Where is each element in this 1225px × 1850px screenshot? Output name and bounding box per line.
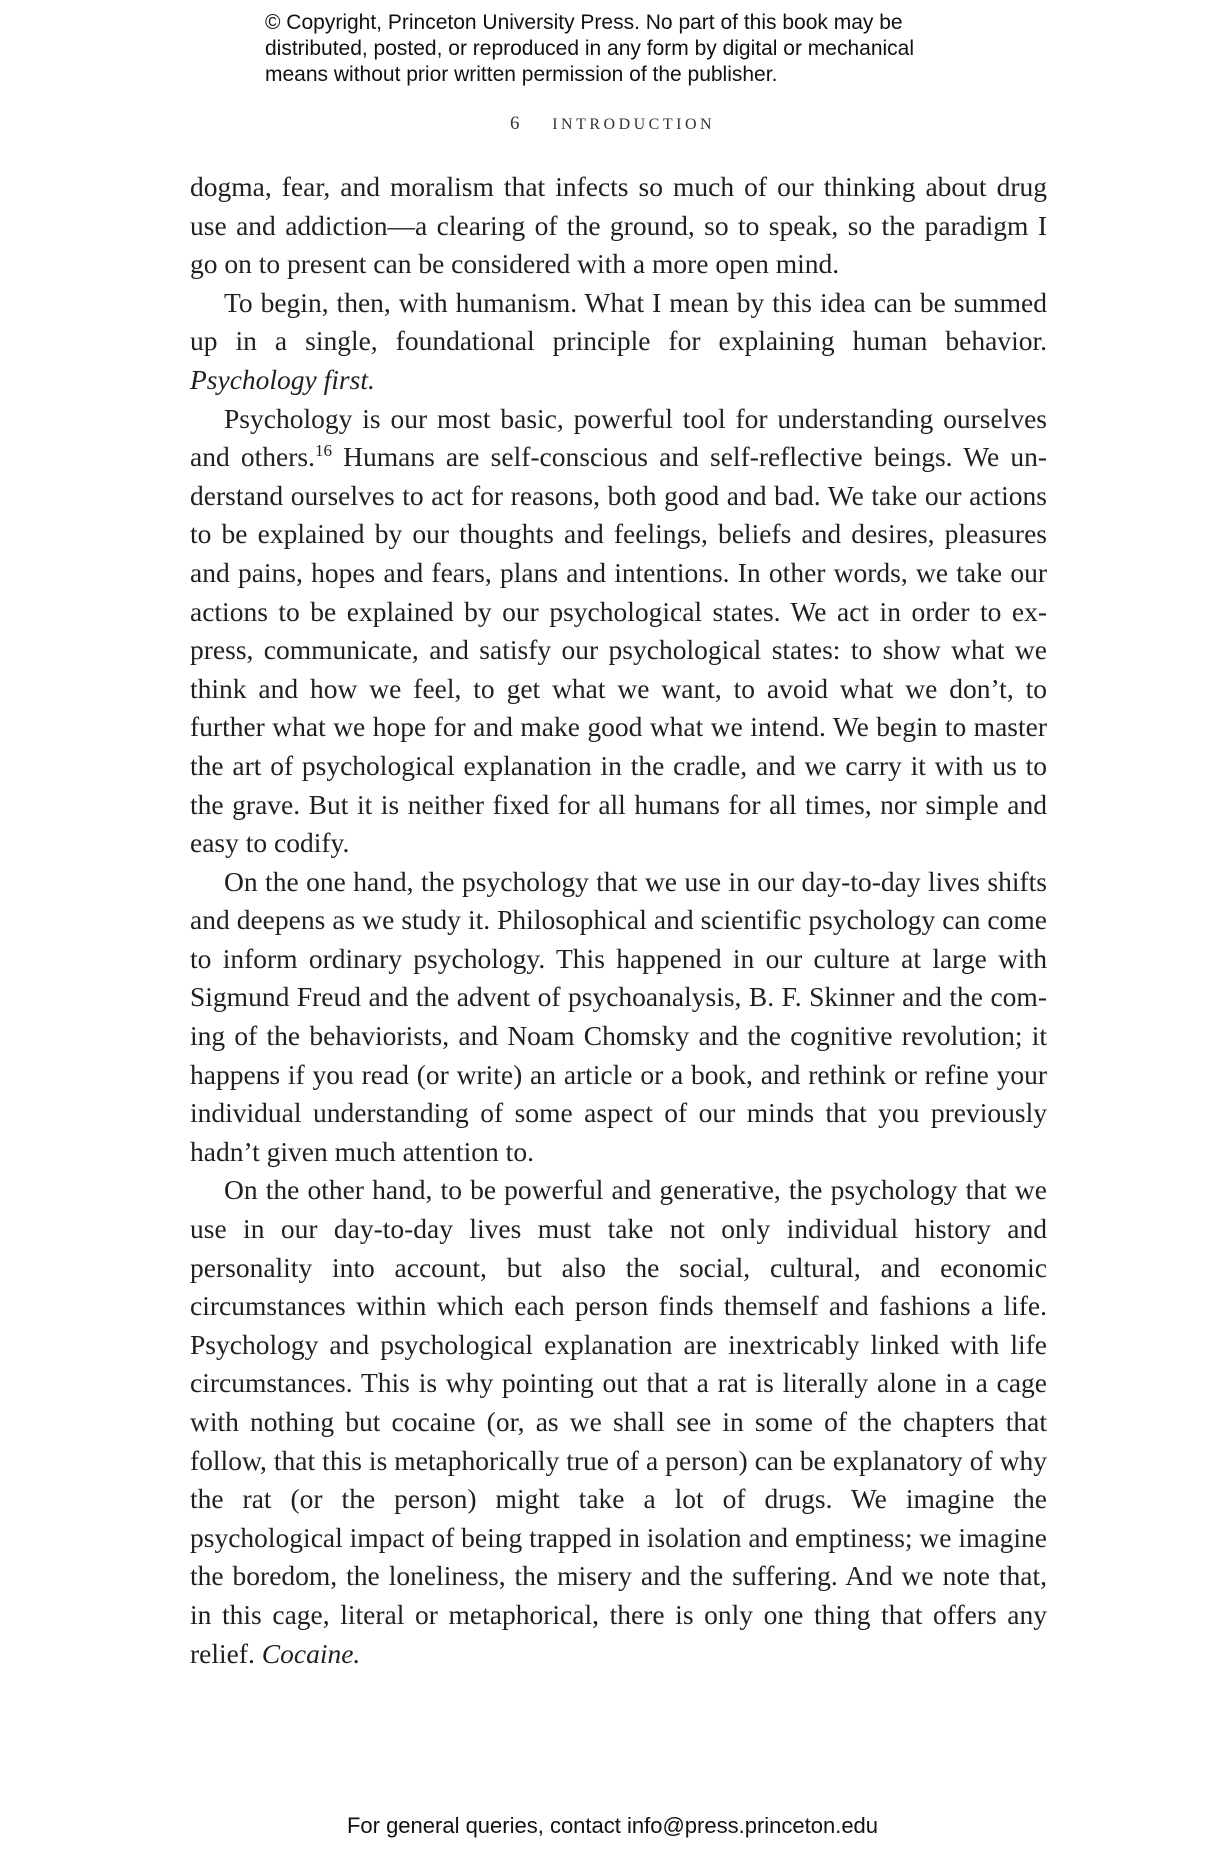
paragraph-2-italic: Psychology first. xyxy=(190,363,375,395)
footnote-ref: 16 xyxy=(314,441,332,461)
body-text xyxy=(190,168,1047,1673)
paragraph-5-italic: Cocaine. xyxy=(261,1637,361,1669)
paragraph-3-start: Psychology is our most basic, powerful tool for understanding ourselves and others. xyxy=(190,402,1047,473)
paragraph-2 xyxy=(190,284,1047,400)
copyright-notice xyxy=(265,10,985,88)
chapter-title: INTRODUCTION xyxy=(552,116,716,133)
running-head xyxy=(0,113,1225,135)
copyright-line-1: © Copyright, Princeton University Press. No part of this book may be xyxy=(265,11,903,34)
paragraph-1: dogma, fear, and moralism that infects so much of our thinking about drug use and addiction—a clearing of the ground, so to speak, so the paradigm I go on to present can be considered with a more open mind. xyxy=(190,171,1047,280)
copyright-line-3: means without prior written permission of the publisher. xyxy=(265,63,778,86)
paragraph-5 xyxy=(190,1171,1047,1673)
page-number: 6 xyxy=(509,113,523,134)
paragraph-4: On the one hand, the psychology that we use in our day-to-day lives shifts and deepens as we study it. Philosophical and scientific psychology can come to inform ordinary psychology. This happened in our culture at large with Sigmund Freud and the advent of psychoanalysis, B. F. Skinner and the coming of the behaviorists, and Noam Chomsky and the cognitive revolution; it happens if you read (or write) an article or a book, and rethink or refine your individual understanding of some aspect of our minds that you previously hadn’t given much attention to. xyxy=(190,865,1047,1167)
paragraph-2-text: To begin, then, with humanism. What I mean by this idea can be summed up in a single, foundational principle for explaining human behavior. xyxy=(190,286,1047,357)
footer-contact: For general queries, contact info@press.princeton.edu xyxy=(346,1813,879,1838)
copyright-line-2: distributed, posted, or reproduced in any form by digital or mechanical xyxy=(265,37,915,60)
paragraph-3-rest: Humans are self-conscious and self-reflective beings. We understand ourselves to act for reasons, both good and bad. We take our actions to be explained by our thoughts and feelings, beliefs and desires, pleasures and pains, hopes and fears, plans and intentions. In other words, we take our actions to be explained by our psychological states. We act in order to express, communicate, and satisfy our psychological states: to show what we think and how we feel, to get what we want, to avoid what we don’t, to further what we hope for and make good what we intend. We begin to master the art of psychological explanation in the cradle, and we carry it with us to the grave. But it is neither fixed for all humans for all times, nor simple and easy to codify. xyxy=(190,441,1047,859)
paragraph-3 xyxy=(190,400,1047,863)
paragraph-5-text: On the other hand, to be powerful and generative, the psychology that we use in our day-to-day lives must take not only individual history and personality into account, but also the social, cultural, and economic circumstances within which each person finds themself and fashions a life. Psychology and psychological explanation are inextricably linked with life circumstances. This is why pointing out that a rat is literally alone in a cage with nothing but cocaine (or, as we shall see in some of the chapters that follow, that this is metaphorically true of a person) can be explanatory of why the rat (or the person) might take a lot of drugs. We imagine the psychological impact of being trapped in isolation and emptiness; we imagine the boredom, the loneliness, the misery and the suffering. And we note that, in this cage, literal or metaphorical, there is only one thing that offers any relief. xyxy=(190,1174,1047,1669)
